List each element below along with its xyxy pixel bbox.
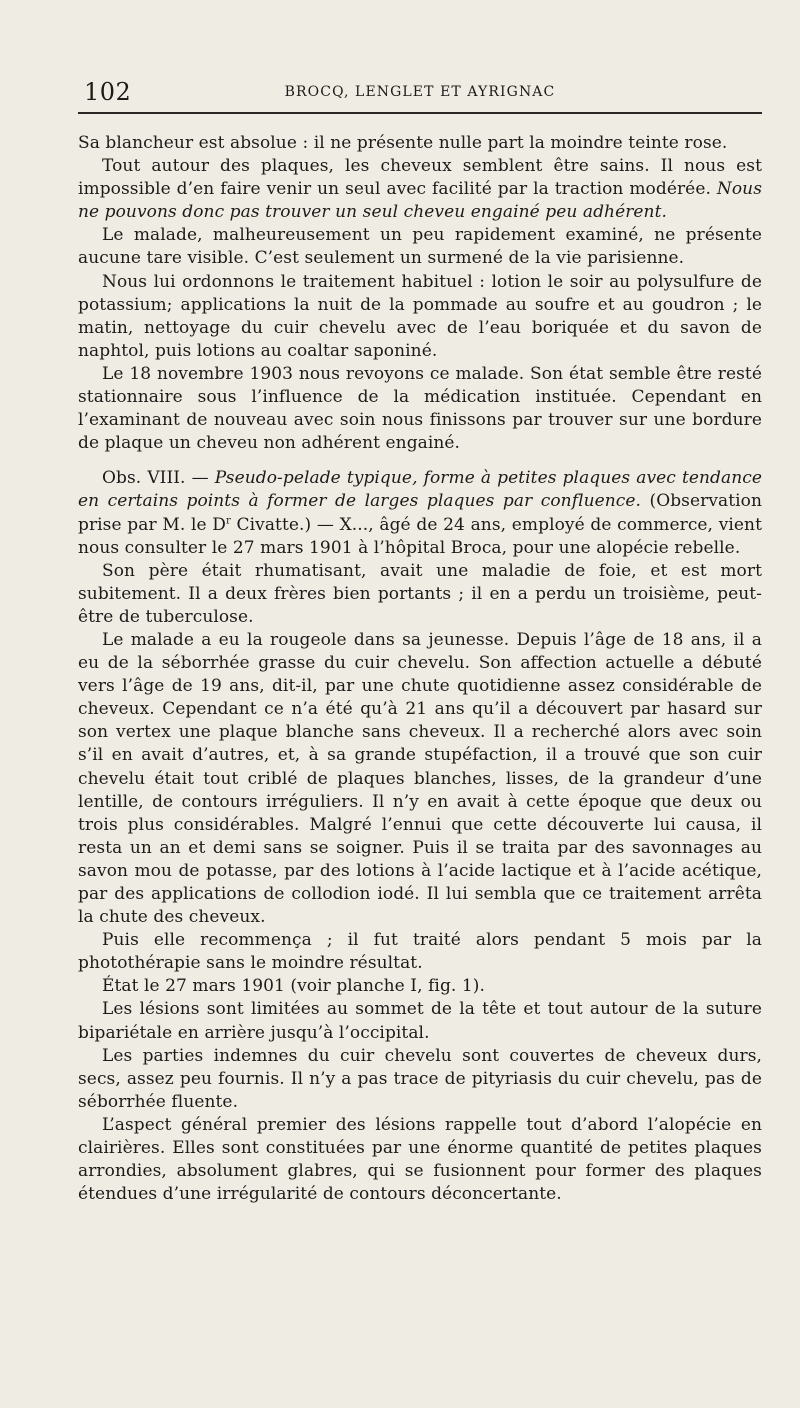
running-title: BROCQ, LENGLET ET AYRIGNAC bbox=[284, 84, 556, 100]
observation-paragraph bbox=[78, 467, 762, 559]
page-number: 102 bbox=[84, 78, 132, 106]
paragraph-11 bbox=[78, 998, 762, 1044]
paragraph-9-text: Puis elle recommença ; il fut traité alors pendant 5 mois par la photothérapie sans le moindre résultat. bbox=[78, 930, 762, 974]
paragraph-3-text: Le malade, malheureusement un peu rapidement examiné, ne présente aucune tare visible. C’est seulement un surmené de la vie parisienne. bbox=[78, 225, 762, 269]
page-header bbox=[78, 74, 762, 114]
paragraph-9 bbox=[78, 929, 762, 975]
observation-text-2: Civatte.) — X..., âgé de 24 ans, employé de commerce, vient nous consulter le 27 mars 1901 à l’hôpital Broca, pour une alopécie rebelle. bbox=[78, 514, 762, 558]
body-text bbox=[78, 132, 762, 1206]
paragraph-3 bbox=[78, 224, 762, 270]
observation-label: Obs. VIII. — bbox=[102, 468, 215, 489]
paragraph-8-text: Le malade a eu la rougeole dans sa jeunesse. Depuis l’âge de 18 ans, il a eu de la séborrhée grasse du cuir chevelu. Son affection actuelle a débuté vers l’âge de 19 ans, dit-il, par une chute quotidienne assez considérable de cheveux. Cependant ce n’a été qu’à 21 ans qu’il a découvert par hasard sur son vertex une plaque blanche sans cheveux. Il a recherché alors avec soin s’il en avait d’autres, et, à sa grande stupéfaction, il a trouvé que son cuir chevelu était tout criblé de plaques blanches, lisses, de la grandeur d’une lentille, de contours irréguliers. Il n’y en avait à cette époque que deux ou trois plus considérables. Malgré l’ennui que cette découverte lui causa, il resta un an et demi sans se soigner. Puis il se traita par des savonnages au savon mou de potasse, par des lotions à l’acide lactique et à l’acide acétique, par des applications de collodion iodé. Il lui sembla que ce traitement arrêta la chute des cheveux. bbox=[78, 629, 762, 928]
paragraph-2 bbox=[78, 155, 762, 224]
observation-text-1: (Observation prise par M. le D bbox=[78, 491, 762, 535]
paragraph-12 bbox=[78, 1045, 762, 1114]
paragraph-2-italic: Nous ne pouvons donc pas trouver un seul cheveu engainé peu adhérent. bbox=[78, 179, 762, 223]
paragraph-1-text: Sa blancheur est absolue : il ne présente nulle part la moindre teinte rose. bbox=[78, 133, 728, 153]
paragraph-10 bbox=[78, 975, 762, 998]
paragraph-5 bbox=[78, 363, 762, 455]
paragraph-7-text: Son père était rhumatisant, avait une maladie de foie, et est mort subitement. Il a deux frères bien portants ; il en a perdu un troisième, peut-être de tuberculose. bbox=[78, 560, 762, 627]
paragraph-4 bbox=[78, 271, 762, 363]
observation-superscript: r bbox=[226, 514, 231, 526]
paragraph-4-text: Nous lui ordonnons le traitement habituel : lotion le soir au polysulfure de potassium; applications la nuit de la pommade au soufre et au goudron ; le matin, nettoyage du cuir chevelu avec de l’eau boriquée et du savon de naphtol, puis lotions au coaltar saponiné. bbox=[78, 271, 762, 361]
paragraph-1 bbox=[78, 132, 762, 155]
paragraph-13-text: L’aspect général premier des lésions rappelle tout d’abord l’alopécie en clairières. Elles sont constituées par une énorme quantité de petites plaques arrondies, absolument glabres, qui se fusionnent pour former des plaques étendues d’une irrégularité de contours déconcertante. bbox=[78, 1114, 762, 1205]
paragraph-12-text: Les parties indemnes du cuir chevelu sont couvertes de cheveux durs, secs, assez peu fournis. Il n’y a pas trace de pityriasis du cuir chevelu, pas de séborrhée fluente. bbox=[78, 1045, 762, 1112]
paragraph-10-text: État le 27 mars 1901 (voir planche I, fig. 1). bbox=[102, 976, 485, 997]
paragraph-11-text: Les lésions sont limitées au sommet de la tête et tout autour de la suture bipariétale en arrière jusqu’à l’occipital. bbox=[78, 999, 762, 1043]
paragraph-2-text: Tout autour des plaques, les cheveux semblent être sains. Il nous est impossible d’en faire venir un seul avec facilité par la traction modérée. bbox=[78, 156, 762, 200]
observation-title: Pseudo-pelade typique, forme à petites plaques avec tendance en certains points à former de larges plaques par confluence. bbox=[78, 468, 762, 512]
paragraph-5-text: Le 18 novembre 1903 nous revoyons ce malade. Son état semble être resté stationnaire sous l’influence de la médication instituée. Cependant en l’examinant de nouveau avec soin nous finissons par trouver sur une bordure de plaque un cheveu non adhérent engainé. bbox=[78, 363, 762, 454]
book-page bbox=[78, 74, 762, 1334]
paragraph-13 bbox=[78, 1114, 762, 1206]
paragraph-8 bbox=[78, 629, 762, 929]
paragraph-7 bbox=[78, 560, 762, 629]
